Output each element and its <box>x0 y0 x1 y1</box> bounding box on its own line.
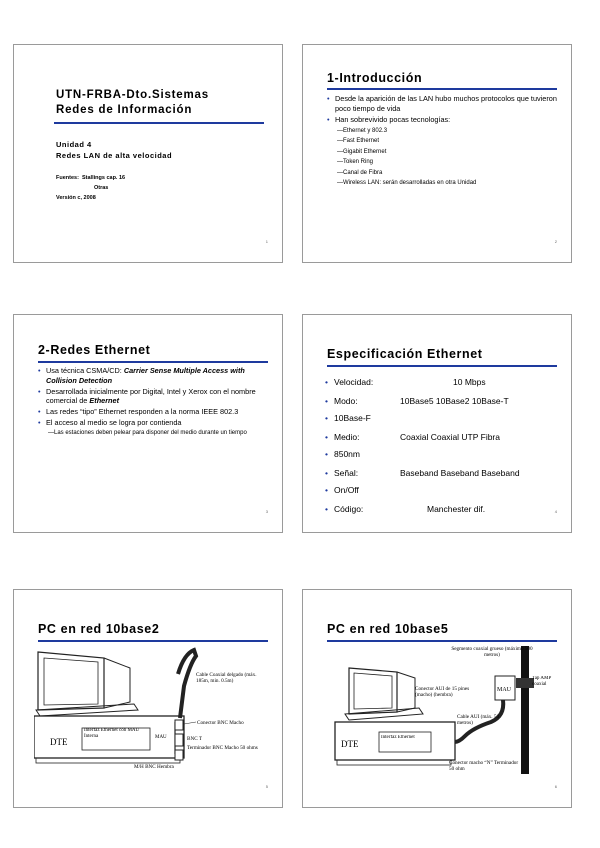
monitor-icon <box>36 652 138 716</box>
slide1-title-line1: UTN-FRBA-Dto.Sistemas <box>56 89 209 101</box>
bullet: • El acceso al medio se logra por contienda <box>38 418 272 428</box>
sub-bullet: —Ethernet y 802.3 <box>337 127 388 134</box>
slide5-rule <box>38 640 268 642</box>
slide-1 <box>13 44 283 263</box>
sub-bullet: —Token Ring <box>337 159 374 165</box>
slide2-rule <box>327 88 557 90</box>
bullet-emphasis: Ethernet <box>89 396 120 405</box>
monitor-icon <box>345 668 423 720</box>
interface-label: Interfaz Ethernet con MAU Interna <box>84 728 140 739</box>
slide4-title: Especificación Ethernet <box>327 347 483 361</box>
page-number: 5 <box>265 784 268 789</box>
slide-2 <box>302 44 572 263</box>
spec-key: • Modo: <box>334 396 358 406</box>
page-number: 4 <box>554 509 557 514</box>
slide1-version: Versión c, 2008 <box>56 195 96 201</box>
aui-connector-label: Conector AUI de 15 pines (macho) (hembra) <box>415 686 470 698</box>
spec-value-cont: • 10Base-F <box>334 413 371 423</box>
slide1-title-line2: Redes de Información <box>56 104 193 116</box>
page-number: 2 <box>554 239 557 244</box>
spec-value: Coaxial Coaxial UTP Fibra <box>400 432 500 442</box>
slide-5 <box>13 589 283 808</box>
slide6-rule <box>327 640 557 642</box>
spec-row-cont <box>325 409 563 428</box>
slide2-title: 1-Introducción <box>327 71 423 85</box>
spec-row-cont <box>325 445 563 464</box>
spec-value-cont: • 850nm <box>334 449 360 459</box>
slide1-source2: Otras <box>94 185 109 191</box>
slide4-rule <box>327 365 557 367</box>
spec-list <box>325 373 563 519</box>
network-10base5-diagram <box>323 646 559 778</box>
spec-key: • Velocidad: <box>334 377 374 387</box>
mau-label: MAU <box>155 735 167 740</box>
thick-coax-segment-shape <box>521 646 529 774</box>
connector-label: Conector BNC Macho <box>197 720 244 726</box>
mh-bnc-label: M/H BNC Hembra <box>134 764 174 770</box>
bullet <box>38 366 272 385</box>
slide1-source1: Stallings cap. 16 <box>82 175 126 181</box>
spec-row-velocidad <box>325 373 563 392</box>
spec-key: • Señal: <box>334 468 359 478</box>
sub-bullet: —Gigabit Ethernet <box>337 148 387 155</box>
sub-bullet: —Fast Ethernet <box>337 138 380 144</box>
dte-label: DTE <box>341 739 359 749</box>
bullet-emphasis: Carrier Sense Multiple Access with Collision Detection <box>46 366 245 385</box>
coax-cable-shape <box>178 650 196 718</box>
slide1-rule <box>54 122 264 124</box>
mau-label: MAU <box>497 687 512 693</box>
spec-value: 10 Mbps <box>453 377 486 387</box>
slide2-bullets <box>327 94 561 189</box>
slide-6 <box>302 589 572 808</box>
sub-bullet: —Las estaciones deben pelear para disponer del medio durante un tiempo <box>48 430 247 436</box>
spec-row-cont <box>325 481 563 500</box>
page-number: 6 <box>554 784 557 789</box>
bullet: • Las redes “tipo” Ethernet responden a la norma IEEE 802.3 <box>38 407 272 417</box>
slide3-rule <box>38 361 268 363</box>
bullet <box>38 387 272 406</box>
network-10base2-diagram <box>34 646 266 771</box>
slide-3 <box>13 314 283 533</box>
slide3-title: 2-Redes Ethernet <box>38 343 151 357</box>
sub-bullet: —Wireless LAN: serán desarrolladas en otra Unidad <box>337 180 477 186</box>
slide-4 <box>302 314 572 533</box>
bullet-text: Usa técnica CSMA/CD: <box>46 366 124 375</box>
spec-row-codigo <box>325 500 563 519</box>
bullet: • Desde la aparición de las LAN hubo muchos protocolos que tuvieron poco tiempo de vida <box>327 94 561 113</box>
slide5-title: PC en red 10base2 <box>38 622 160 636</box>
aui-cable-label: Cable AUI (máx. 50 metros) <box>457 714 500 726</box>
spec-value: 10Base5 10Base2 10Base-T <box>400 396 509 406</box>
interface-label: Interfaz Ethernet <box>381 735 415 740</box>
bnc-t-label: BNC T <box>187 736 203 742</box>
cable-label: Cable Coaxial delgado (máx. 185m, min. 0.5m) <box>196 672 257 684</box>
slide1-subtitle: Redes LAN de alta velocidad <box>56 151 173 160</box>
terminator-label: Conector macho “N” Terminador 50 ohm <box>449 760 519 772</box>
bullet-text: Desarrollada inicialmente por Digital, Intel y Xerox con el nombre comercial de <box>46 386 256 405</box>
spec-key: • Código: <box>334 504 364 514</box>
tap-label: Tap AMP coaxial <box>532 676 552 687</box>
spec-value-cont: • On/Off <box>334 485 359 495</box>
bullet: • Han sobrevivido pocas tecnologías: <box>327 115 561 125</box>
slide1-unit: Unidad 4 <box>56 140 92 149</box>
segment-label: Segmento coaxial grueso (máximo 500 metros) <box>451 646 533 658</box>
sub-bullet: —Canal de Fibra <box>337 169 383 176</box>
page-number: 1 <box>265 239 268 244</box>
slide1-sources-label: Fuentes: <box>56 175 79 181</box>
terminator-label: Terminador BNC Macho 50 ohms <box>187 745 258 751</box>
spec-value: Baseband Baseband Baseband <box>400 468 520 478</box>
page-number: 3 <box>265 509 268 514</box>
spec-value: Manchester dif. <box>427 504 486 514</box>
slide6-title: PC en red 10base5 <box>327 622 449 636</box>
dte-label: DTE <box>50 737 68 747</box>
slide3-bullets <box>38 366 272 437</box>
spec-key: • Medio: <box>334 432 360 442</box>
